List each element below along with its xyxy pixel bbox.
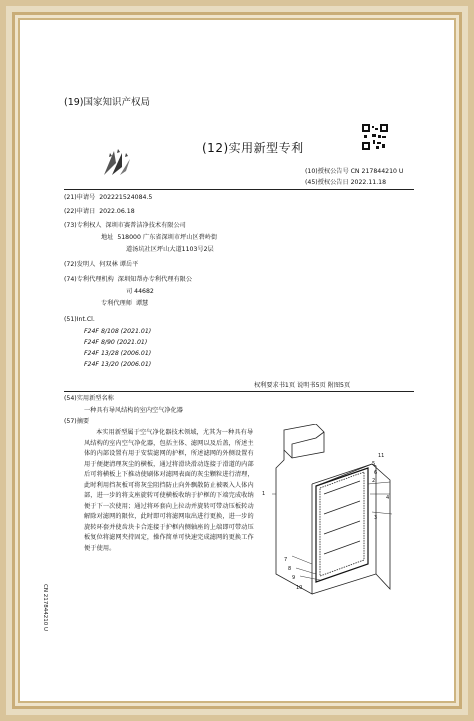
office-name: (19)国家知识产权局: [64, 97, 151, 108]
document-type: (12)实用新型专利: [202, 141, 304, 155]
owner-address-line-2: 道汤坑社区坪山大道1103号2层: [126, 246, 214, 253]
drawing-label: 7: [284, 557, 288, 563]
publication-date: (45)授权公告日 2022.11.18: [305, 179, 387, 186]
qr-code-icon: [362, 124, 388, 150]
patent-agency: (74)专利代理机构 深圳知帮办专利代理有限公: [64, 276, 193, 283]
cnipa-logo-icon: [100, 145, 134, 179]
drawing-label: 3: [374, 515, 378, 521]
drawing-label: 8: [288, 566, 292, 572]
patent-owner: (73)专利权人 深圳市赛普洁净技术有限公司: [64, 222, 186, 229]
drawing-label: 1: [262, 491, 266, 497]
patent-page: [22, 24, 452, 698]
ipc-code: F24F 8/108 (2021.01): [84, 328, 152, 335]
drawing-label: 2: [372, 478, 376, 484]
drawing-label: 5: [372, 461, 376, 467]
side-publication-code: CN 217844210 U: [42, 584, 48, 631]
drawing-label: 9: [292, 575, 296, 581]
ipc-code: F24F 13/20 (2006.01): [84, 361, 152, 368]
drawing-label: 4: [386, 495, 390, 501]
pages-info: 权利要求书1页 说明书5页 附图5页: [254, 382, 351, 389]
drawing-label: 6: [374, 470, 378, 476]
ipc-code: F24F 8/90 (2021.01): [84, 339, 148, 346]
owner-address: 地址 518000 广东省深圳市坪山区碧岭街: [101, 234, 218, 241]
abstract-label: (57)摘要: [64, 418, 90, 425]
application-number: (21)申请号 202221524084.5: [64, 194, 153, 201]
abstract-text: 本实用新型属于空气净化器技术领域，尤其为一种具有导风结构的室内空气净化器，包括主体、滤网以及后盖，所述主体的内部设置有用于安装滤网的护框，所述滤网的外侧设置有用于便捷清理灰尘的横板，通过将滑块滑动连接于滑道的内部后可将横板上下推动使刷体对滤网表面的灰尘颗粒进行清理，此时利用挡灰板可将灰尘阻挡防止向外飘散防止被吸入人体内部，进一步的将支座旋转可使横板收纳于护框的下端完成收纳便于下一次使用；通过将环套向上拉动并旋转可带动压板转动解除对滤网的限位，此时即可将滤网取出进行更换，进一步的旋转环套并使齿块卡合连接于护框内侧轴座的上端即可带动压板复位将滤网夹持固定，操作简单可快速完成滤网的更换工作便于使用。: [84, 429, 254, 552]
patent-agency-line-2: 司 44682: [126, 288, 154, 295]
inventors: (72)发明人 何双林 谭岳平: [64, 261, 139, 268]
drawing-label: 10: [296, 585, 303, 591]
application-date: (22)申请日 2022.06.18: [64, 208, 135, 215]
utility-title-label: (54)实用新型名称: [64, 395, 114, 402]
section-rule: [64, 391, 414, 392]
drawing-label: 11: [378, 453, 385, 459]
utility-title: 一种具有导风结构的室内空气净化器: [84, 407, 183, 414]
patent-agent: 专利代理师 谭慧: [101, 300, 149, 307]
header-rule: [64, 189, 414, 190]
ipc-code: F24F 13/28 (2006.01): [84, 350, 152, 357]
ipc-label: (51)Int.Cl.: [64, 316, 95, 323]
publication-number: (10)授权公告号 CN 217844210 U: [305, 168, 404, 175]
